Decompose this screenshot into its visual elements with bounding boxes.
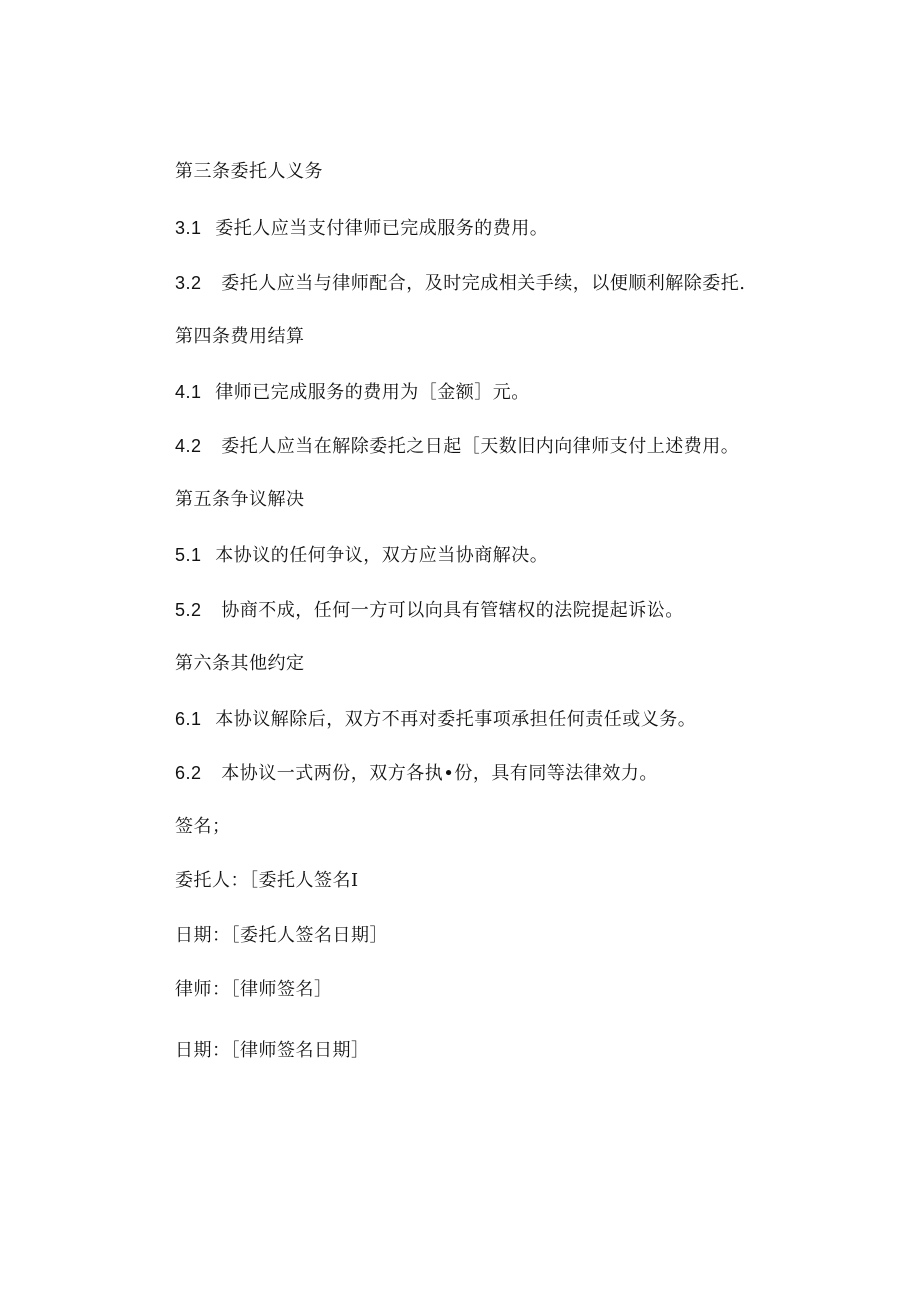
clause-number: 5.2	[175, 600, 202, 620]
lawyer-date-line: 日期：［律师签名日期］	[175, 1040, 370, 1061]
clause-5-1	[175, 543, 548, 568]
clause-text: 委托人应当与律师配合，及时完成相关手续，以便顺利解除委托.	[221, 273, 746, 294]
article-5-title: 第五条争议解决	[175, 489, 305, 510]
clause-text: 本协议一式两份，双方各执•份，具有同等法律效力。	[221, 763, 658, 784]
article-3-title: 第三条委托人义务	[175, 161, 323, 182]
clause-6-1	[175, 707, 696, 732]
clause-4-1	[175, 380, 530, 405]
clause-number: 5.1	[175, 545, 202, 565]
clause-number: 3.2	[175, 273, 202, 293]
clause-3-2	[175, 271, 745, 296]
clause-number: 4.1	[175, 382, 202, 402]
clause-6-2	[175, 761, 658, 786]
clause-text: 律师已完成服务的费用为［金额］元。	[215, 382, 530, 403]
clause-5-2	[175, 598, 684, 623]
clause-text: 委托人应当支付律师已完成服务的费用。	[215, 218, 549, 239]
signature-label: 签名；	[175, 816, 231, 837]
clause-text: 协商不成，任何一方可以向具有管辖权的法院提起诉讼。	[221, 600, 684, 621]
clause-text: 委托人应当在解除委托之日起［天数旧内向律师支付上述费用。	[221, 436, 740, 457]
clause-4-2	[175, 434, 739, 459]
clause-number: 3.1	[175, 218, 202, 238]
client-date-line: 日期：［委托人签名日期］	[175, 925, 388, 946]
clause-text: 本协议解除后，双方不再对委托事项承担任何责任或义务。	[215, 709, 697, 730]
clause-text: 本协议的任何争议，双方应当协商解决。	[215, 545, 549, 566]
client-signature-line: 委托人：［委托人签名I	[175, 870, 359, 891]
article-4-title: 第四条费用结算	[175, 326, 305, 347]
clause-number: 4.2	[175, 436, 202, 456]
clause-number: 6.2	[175, 763, 202, 783]
article-6-title: 第六条其他约定	[175, 653, 305, 674]
lawyer-signature-line: 律师：［律师签名］	[175, 979, 333, 1000]
clause-number: 6.1	[175, 709, 202, 729]
clause-3-1	[175, 216, 548, 241]
